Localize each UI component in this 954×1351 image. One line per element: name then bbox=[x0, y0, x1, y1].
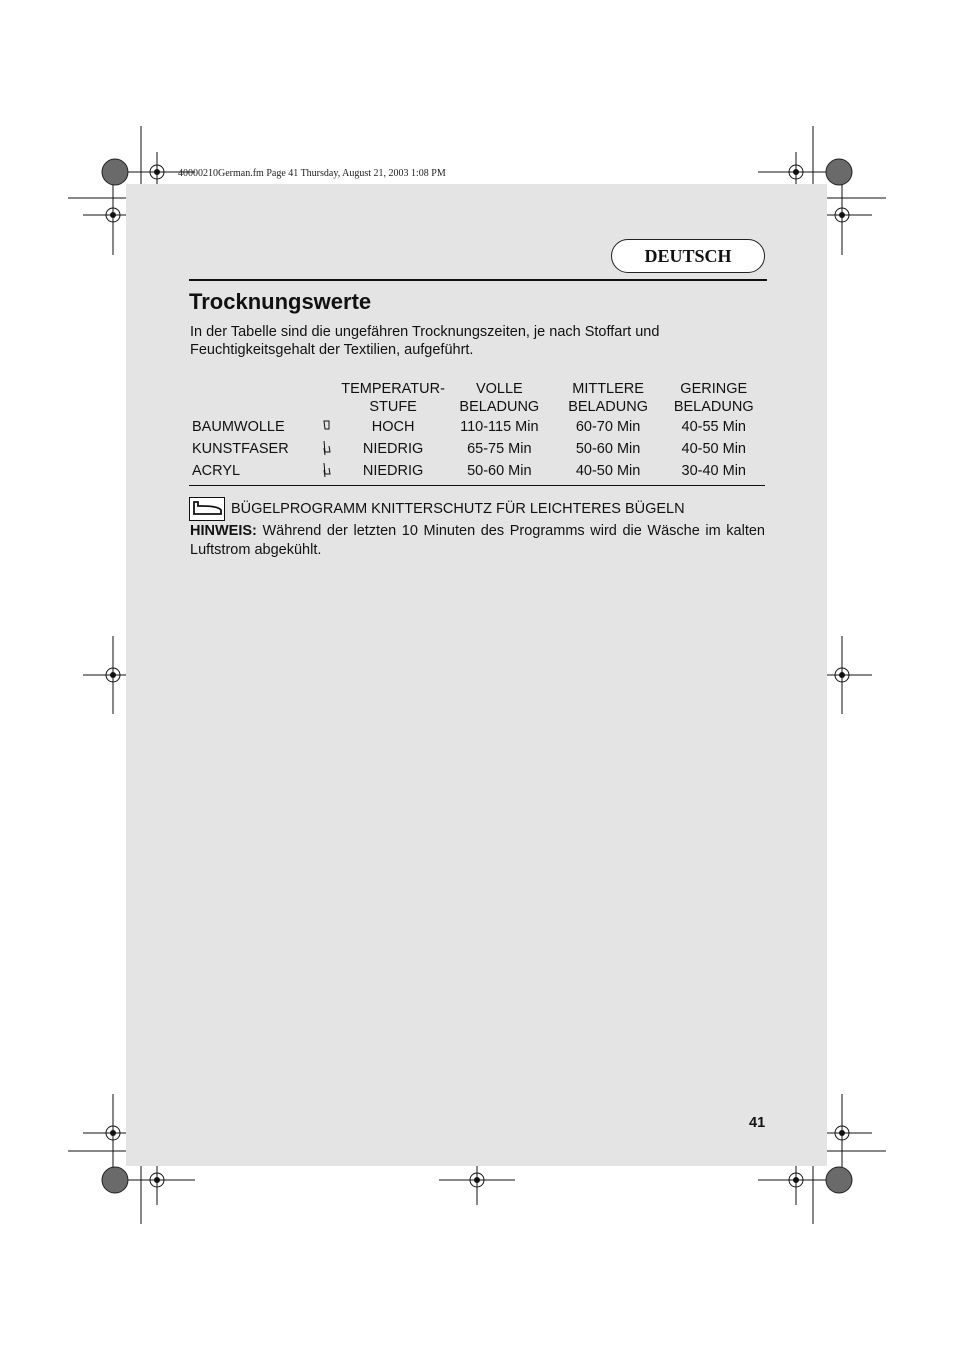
medium-load-cell: 50-60 Min bbox=[575, 440, 641, 457]
full-load-cell: 65-75 Min bbox=[467, 440, 532, 457]
low-load-header: GERINGE BELADUNG bbox=[673, 381, 754, 415]
ironing-program-line bbox=[189, 497, 685, 521]
table-row bbox=[189, 416, 765, 438]
low-load-cell: 40-50 Min bbox=[681, 440, 746, 457]
file-header-meta: 40000210German.fm Page 41 Thursday, August 21, 2003 1:08 PM bbox=[178, 168, 446, 179]
medium-load-cell: 40-50 Min bbox=[575, 462, 641, 479]
fabric-cell: BAUMWOLLE bbox=[192, 418, 285, 435]
drying-times-table bbox=[189, 378, 765, 482]
medium-load-cell: 60-70 Min bbox=[575, 418, 641, 435]
note-label: HINWEIS: bbox=[190, 523, 257, 539]
low-temp-icon bbox=[322, 438, 332, 456]
temperature-cell: HOCH bbox=[371, 418, 415, 435]
low-load-cell: 30-40 Min bbox=[681, 462, 746, 479]
temperature-cell: NIEDRIG bbox=[362, 440, 424, 457]
note-paragraph bbox=[190, 522, 765, 560]
language-tab: DEUTSCH bbox=[611, 239, 765, 273]
note-text: Während der letzten 10 Minuten des Programms wird die Wäsche im kalten Luftstrom abgekühlt. bbox=[190, 523, 765, 558]
table-header-row bbox=[189, 378, 765, 416]
table-bottom-rule bbox=[189, 485, 765, 486]
page-title: Trocknungswerte bbox=[189, 289, 372, 314]
high-temp-icon bbox=[322, 417, 332, 433]
full-load-cell: 50-60 Min bbox=[467, 462, 532, 479]
intro-paragraph: In der Tabelle sind die ungefähren Trocknungszeiten, je nach Stoffart und Feuchtigkeitsgehalt der Textilien, aufgeführt. bbox=[190, 324, 660, 358]
full-load-header: VOLLE BELADUNG bbox=[459, 381, 540, 415]
fabric-header bbox=[189, 378, 322, 416]
full-load-cell: 110-115 Min bbox=[460, 418, 539, 435]
low-load-cell: 40-55 Min bbox=[681, 418, 746, 435]
low-temp-icon bbox=[322, 460, 332, 478]
ironing-program-label: BÜGELPROGRAMM KNITTERSCHUTZ FÜR LEICHTERES BÜGELN bbox=[231, 501, 685, 517]
fabric-cell: ACRYL bbox=[192, 462, 241, 479]
table-row bbox=[189, 460, 765, 482]
page-number: 41 bbox=[749, 1115, 766, 1131]
temperature-cell: NIEDRIG bbox=[362, 462, 424, 479]
fabric-cell: KUNSTFASER bbox=[192, 440, 289, 457]
table-row bbox=[189, 438, 765, 460]
temperature-header: TEMPERATUR- STUFE bbox=[341, 381, 445, 415]
medium-load-header: MITTLERE BELADUNG bbox=[568, 381, 648, 415]
title-rule bbox=[189, 279, 767, 281]
iron-icon bbox=[189, 497, 225, 521]
